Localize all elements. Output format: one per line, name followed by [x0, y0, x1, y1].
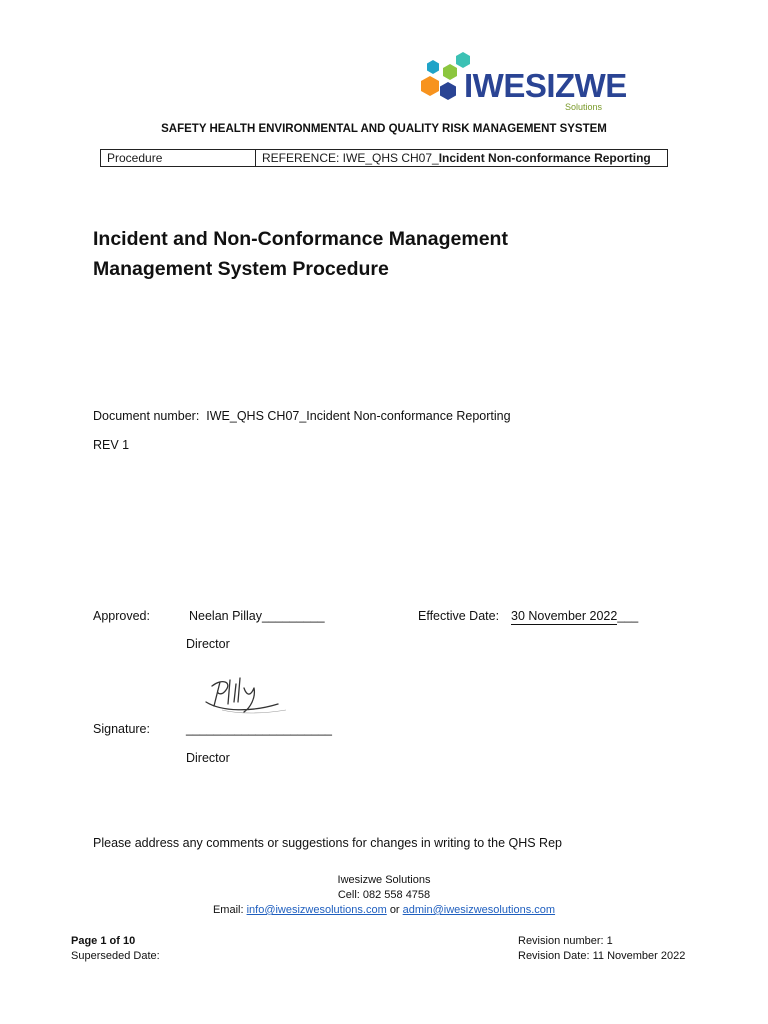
approved-label: Approved:	[93, 609, 150, 623]
reference-type-cell: Procedure	[101, 150, 256, 166]
contact-email	[0, 903, 768, 918]
approver-name	[189, 608, 325, 624]
comments-note: Please address any comments or suggestions for changes in writing to the QHS Rep	[93, 836, 562, 850]
reference-prefix: REFERENCE: IWE_QHS CH07_	[262, 151, 439, 165]
document-number	[93, 408, 511, 424]
approver-role: Director	[186, 637, 230, 651]
revision-date: Revision Date: 11 November 2022	[518, 950, 686, 962]
revision-number: Revision number: 1	[518, 935, 613, 947]
effective-date-value: 30 November 2022	[511, 609, 618, 623]
effective-date	[511, 608, 638, 625]
email-link-info[interactable]: info@iwesizwesolutions.com	[246, 904, 387, 916]
document-title-line1: Incident and Non-Conformance Management	[93, 228, 508, 250]
signature-label: Signature:	[93, 722, 150, 736]
approver-name-fill: _________	[261, 609, 325, 623]
superseded-date: Superseded Date:	[71, 950, 160, 962]
document-title	[93, 224, 508, 284]
logo-subtitle: Solutions	[565, 102, 603, 112]
hexagon-cluster-icon	[412, 48, 472, 114]
contact-cell: Cell: 082 558 4758	[337, 889, 431, 901]
document-number-label: Document number:	[93, 409, 200, 423]
logo-wordmark: IWESIZWE	[464, 67, 627, 104]
handwritten-signature	[192, 672, 296, 716]
system-title: SAFETY HEALTH ENVIRONMENTAL AND QUALITY RISK MANAGEMENT SYSTEM	[161, 123, 607, 135]
email-or: or	[389, 904, 400, 916]
email-link-admin[interactable]: admin@iwesizwesolutions.com	[402, 904, 556, 916]
page-number: Page 1 of 10	[71, 935, 136, 947]
approver-name-text: Neelan Pillay	[189, 609, 262, 623]
signature-role: Director	[186, 751, 230, 765]
document-number-value: IWE_QHS CH07_Incident Non-conformance Reporting	[206, 409, 511, 423]
reference-title: Incident Non-conformance Reporting	[438, 151, 651, 165]
reference-table	[100, 149, 668, 167]
revision-label: REV 1	[93, 438, 130, 452]
effective-date-fill: ___	[617, 609, 639, 623]
reference-cell	[256, 150, 667, 166]
document-title-line2: Management System Procedure	[93, 258, 389, 280]
company-logo	[412, 48, 672, 114]
signature-line: _____________________	[186, 722, 332, 736]
effective-date-label: Effective Date:	[418, 609, 500, 623]
email-label: Email:	[212, 904, 244, 916]
contact-company: Iwesizwe Solutions	[337, 874, 431, 886]
